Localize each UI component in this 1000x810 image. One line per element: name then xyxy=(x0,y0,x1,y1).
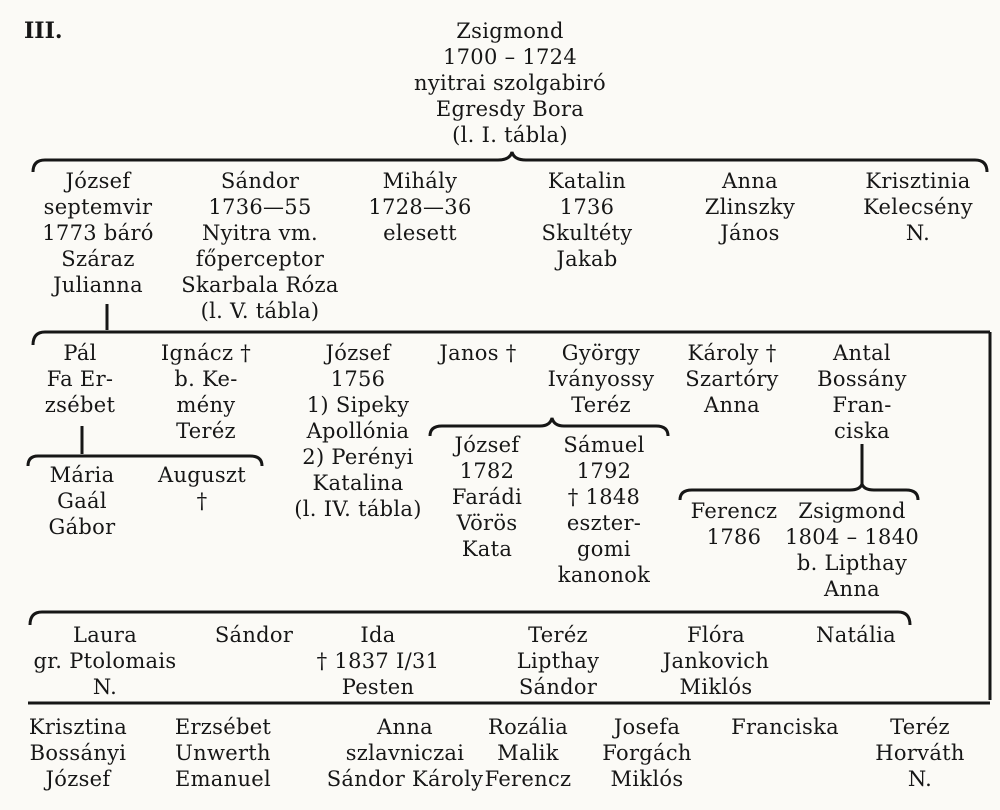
person-line: N. xyxy=(905,221,931,245)
person-line: Egresdy Bora xyxy=(435,97,585,121)
person-line: Teréz xyxy=(528,623,588,647)
person-terez xyxy=(517,622,600,700)
person-line: b. Ke- xyxy=(174,367,238,391)
person-line: (l. V. tábla) xyxy=(200,299,320,323)
person-zsigmond2 xyxy=(785,498,919,602)
person-line: Anna xyxy=(722,169,778,193)
person-line: 1782 xyxy=(459,459,515,483)
person-line: Ferencz xyxy=(484,767,572,791)
person-line: Flóra xyxy=(687,623,745,647)
person-line: Bossányi xyxy=(29,741,127,765)
person-line: Teréz xyxy=(571,393,631,417)
person-line: 2) Perényi xyxy=(302,445,414,469)
person-franciska xyxy=(731,714,839,740)
person-line: Sándor xyxy=(214,623,294,647)
person-line: 1728—36 xyxy=(368,195,472,219)
person-line: Janos † xyxy=(439,341,517,365)
person-line: Anna xyxy=(824,577,880,601)
person-line: Auguszt xyxy=(157,463,247,487)
person-line: József xyxy=(65,169,131,193)
person-line: eszter- xyxy=(566,511,642,535)
person-line: Pál xyxy=(63,341,97,365)
person-line: 1792 xyxy=(576,459,632,483)
person-line: Károly † xyxy=(687,341,777,365)
person-line: zsébet xyxy=(44,393,116,417)
person-terez2 xyxy=(875,714,964,792)
person-ferencz xyxy=(691,498,778,550)
person-pal xyxy=(45,340,115,418)
person-line: János xyxy=(720,221,780,245)
person-line: Szartóry xyxy=(685,367,779,391)
person-line: Natália xyxy=(816,623,896,647)
person-josefa xyxy=(602,714,691,792)
person-flora xyxy=(663,622,769,700)
person-line: Emanuel xyxy=(174,767,272,791)
person-line: Katalina xyxy=(312,471,404,495)
person-gyorgy xyxy=(548,340,655,418)
person-line: Malik xyxy=(497,741,559,765)
person-line: Zlinszky xyxy=(704,195,796,219)
person-line: gomi xyxy=(577,537,631,561)
person-mihaly xyxy=(368,168,471,246)
person-auguszt xyxy=(158,462,246,514)
table-number: III. xyxy=(24,18,63,44)
person-line: Száraz xyxy=(61,247,135,271)
person-line: Teréz xyxy=(176,419,236,443)
person-line: Erzsébet xyxy=(174,715,272,739)
person-line: Sándor xyxy=(220,169,300,193)
person-line: Antal xyxy=(833,341,891,365)
person-line: † xyxy=(196,489,208,513)
person-line: gr. Ptolomais xyxy=(33,649,177,673)
person-line: nyitrai szolgabiró xyxy=(414,71,606,95)
person-sandor2 xyxy=(215,622,293,648)
person-line: Miklós xyxy=(679,675,753,699)
person-line: Teréz xyxy=(890,715,950,739)
person-line: Iványossy xyxy=(547,367,655,391)
person-anna xyxy=(705,168,795,246)
person-root xyxy=(414,18,606,148)
person-line: Kelecsény xyxy=(863,195,973,219)
person-line: Kata xyxy=(461,537,513,561)
person-line: 1786 xyxy=(706,525,762,549)
person-natalia xyxy=(816,622,896,648)
person-line: ciska xyxy=(833,419,890,443)
person-line: Zsigmond xyxy=(798,499,906,523)
person-line: Anna xyxy=(704,393,760,417)
person-erzsebet xyxy=(175,714,271,792)
person-line: (l. IV. tábla) xyxy=(294,497,422,521)
person-krisztina xyxy=(29,714,127,792)
person-line: 1756 xyxy=(330,367,386,391)
person-line: Farádi xyxy=(451,485,523,509)
person-line: elesett xyxy=(383,221,457,245)
person-line: † 1848 xyxy=(567,485,641,509)
person-line: Sámuel xyxy=(563,433,645,457)
person-jozsef2 xyxy=(294,340,421,522)
person-line: Ida xyxy=(360,623,396,647)
person-line: 1736—55 xyxy=(208,195,312,219)
person-line: 1804 – 1840 xyxy=(784,525,920,549)
person-line: József xyxy=(454,433,520,457)
person-line: septemvir xyxy=(43,195,153,219)
person-laura xyxy=(34,622,177,700)
person-line: Mihály xyxy=(382,169,458,193)
person-line: 1736 xyxy=(559,195,615,219)
person-krisztinia xyxy=(863,168,973,246)
person-line: Pesten xyxy=(341,675,415,699)
person-katalin xyxy=(542,168,633,272)
person-rozalia xyxy=(485,714,572,792)
person-line: Skultéty xyxy=(541,221,633,245)
bracket-gen2 xyxy=(33,152,987,172)
person-line: 1700 – 1724 xyxy=(442,45,578,69)
person-line: Jakab xyxy=(556,247,618,271)
person-line: Apollónia xyxy=(306,419,410,443)
person-line: Skarbala Róza xyxy=(181,273,339,297)
person-line: Jankovich xyxy=(662,649,770,673)
person-line: Fa Er- xyxy=(46,367,114,391)
person-line: Bossány xyxy=(817,367,907,391)
person-line: Nyitra vm. xyxy=(201,221,319,245)
person-ida xyxy=(317,622,440,700)
person-line: József xyxy=(325,341,391,365)
person-line: Sándor Károly xyxy=(326,767,484,791)
person-line: Ferencz xyxy=(690,499,778,523)
person-antal xyxy=(817,340,907,444)
person-line: Gábor xyxy=(48,515,116,539)
person-line: Ignácz † xyxy=(160,341,252,365)
person-line: Laura xyxy=(72,623,138,647)
person-line: Lipthay xyxy=(516,649,600,673)
person-line: József xyxy=(45,767,111,791)
person-line: Mária xyxy=(49,463,115,487)
person-line: b. Lipthay xyxy=(796,551,908,575)
person-maria xyxy=(49,462,116,540)
person-line: Forgách xyxy=(602,741,692,765)
person-sandor xyxy=(181,168,338,324)
person-line: N. xyxy=(92,675,118,699)
person-line: (l. I. tábla) xyxy=(452,123,568,147)
person-ignacz xyxy=(161,340,251,444)
person-line: Krisztinia xyxy=(865,169,971,193)
person-line: mény xyxy=(176,393,236,417)
person-line: Franciska xyxy=(731,715,839,739)
person-line: Anna xyxy=(377,715,433,739)
person-line: Katalin xyxy=(547,169,627,193)
person-line: † 1837 I/31 xyxy=(316,649,440,673)
person-line: Fran- xyxy=(832,393,892,417)
person-line: Josefa xyxy=(613,715,681,739)
person-line: György xyxy=(561,341,641,365)
person-janos xyxy=(439,340,516,366)
person-line: Gaál xyxy=(57,489,107,513)
person-line: Rozália xyxy=(487,715,569,739)
person-line: Horváth xyxy=(875,741,965,765)
person-line: Vörös xyxy=(456,511,518,535)
person-line: N. xyxy=(907,767,933,791)
person-anna2 xyxy=(327,714,484,792)
person-samuel xyxy=(558,432,650,588)
person-line: Miklós xyxy=(610,767,684,791)
person-karoly xyxy=(685,340,778,418)
person-line: Krisztina xyxy=(28,715,128,739)
person-jozsef3 xyxy=(452,432,522,562)
person-line: szlavniczai xyxy=(345,741,465,765)
person-line: kanonok xyxy=(557,563,651,587)
person-line: Zsigmond xyxy=(456,19,564,43)
person-line: Unwerth xyxy=(175,741,271,765)
person-line: Sándor xyxy=(518,675,598,699)
person-jozsef xyxy=(42,168,153,298)
person-line: Julianna xyxy=(53,273,143,297)
person-line: 1) Sipeky xyxy=(306,393,410,417)
person-line: főperceptor xyxy=(195,247,325,271)
person-line: 1773 báró xyxy=(42,221,154,245)
